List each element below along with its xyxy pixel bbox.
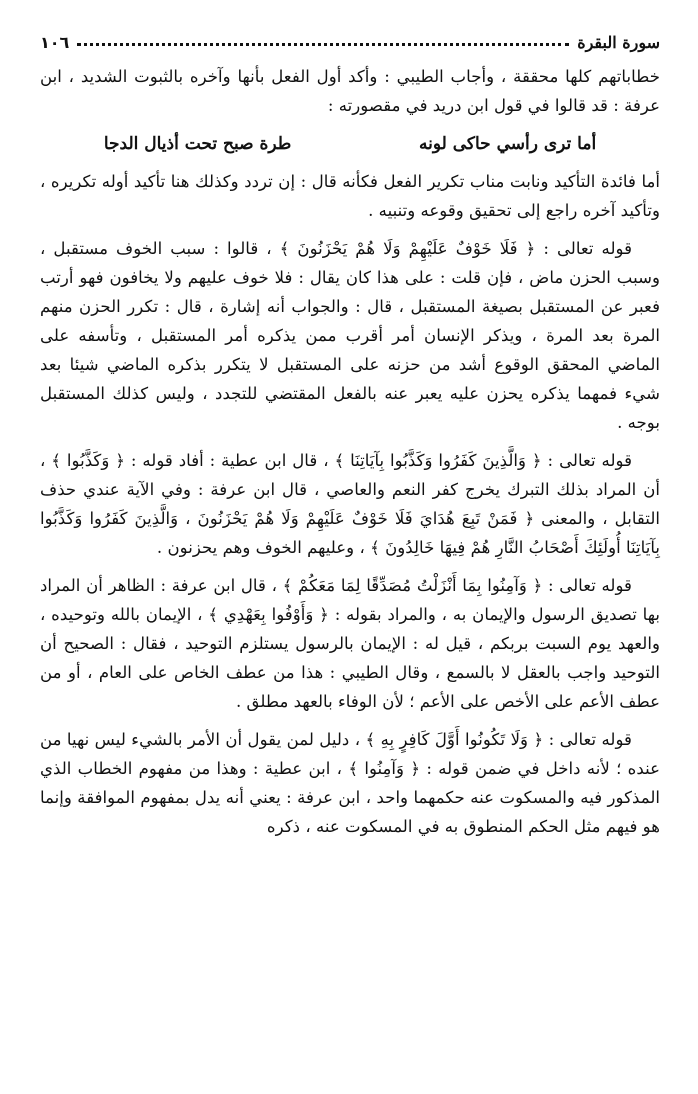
paragraph-first-disbeliever: قوله تعالى : ﴿ وَلَا تَكُونُوا أَوَّلَ كَافِرٍ بِهِ ﴾ ، دليل لمن يقول أن الأمر بالشيء ليس نهيا من عنده ؛ لأنه داخل في ضمن قوله : ﴿ وَآمِنُوا ﴾ ، ابن عطية : وهذا من مفهوم الخطاب الذي المذكور فيه والمسكوت عنه حكمهما واحد ، ابن عرفة : يعني أنه يدل بمفهوم الموافقة وإنما هو فيهم مثل الحكم المنطوق به في المسكوت عنه ، ذكره <box>40 730 660 836</box>
page-number: ١٠٦ <box>40 32 70 52</box>
paragraph-no-fear: قوله تعالى : ﴿ فَلَا خَوْفٌ عَلَيْهِمْ وَلَا هُمْ يَحْزَنُونَ ﴾ ، قالوا : سبب الخوف مستقبل ، وسبب الحزن ماض ، فإن قلت : على هذا كان يقال : فلا خوف عليهم ولا يخافون فهو أرتب فعبر عن المستقبل بصيغة المستقبل ، قال : والجواب أنه إشارة ، قال : تكرر الحزن منهم المرة بعد المرة ، ويذكر الإنسان أمر أقرب ممن يذكره أمر المستقبل ، وتأسفه على الماضي المحقق الوقوع أشد من حزنه على المستقبل لا يتكرر بذكره الماضي شيئا بعد شيء فمهما يذكره يحزن عليه يعبر عنه بالفعل المقتضي للتجدد ، وليس كذلك المستقبل بوجه . <box>40 239 660 432</box>
paragraph-disbelievers: قوله تعالى : ﴿ وَالَّذِينَ كَفَرُوا وَكَذَّبُوا بِآيَاتِنَا ﴾ ، قال ابن عطية : أفاد قوله : ﴿ وَكَذَّبُوا ﴾ ، أن المراد بذلك التبرك يخرج كفر النعم والعاصي ، قال ابن عرفة : وفي الآية عندي حذف التقابل ، والمعنى ﴿ فَمَنْ تَبِعَ هُدَايَ فَلَا خَوْفٌ عَلَيْهِمْ وَلَا هُمْ يَحْزَنُونَ ، وَالَّذِينَ كَفَرُوا وَكَذَّبُوا بِآيَاتِنَا أُولَئِكَ أَصْحَابُ النَّارِ هُمْ فِيهَا خَالِدُونَ ﴾ ، وعليهم الخوف وهم يحزنون . <box>40 451 660 557</box>
paragraph-intro: خطاباتهم كلها محققة ، وأجاب الطيبي : وأكد أول الفعل بأنها وآخره بالثبوت الشديد ، ابن عرفة : قد قالوا في قول ابن دريد في مقصورته : <box>40 67 660 115</box>
paragraph-emphasis: أما فائدة التأكيد ونابت مناب تكرير الفعل فكأنه قال : إن تردد وكذلك هنا تأكيد أوله تكريره ، وتأكيد آخره راجع إلى تحقيق وقوعه وتنبيه . <box>40 172 660 220</box>
book-page <box>40 28 660 841</box>
running-header <box>40 28 660 56</box>
verse-hemistich-left: طرة صبح تحت أذيال الدجا <box>103 134 292 154</box>
poetry-verse <box>40 130 660 159</box>
surah-title: سورة البقرة <box>577 32 660 52</box>
verse-hemistich-right: أما ترى رأسي حاكى لونه <box>418 134 597 154</box>
header-dotted-leader <box>77 43 569 46</box>
paragraph-believe: قوله تعالى : ﴿ وَآمِنُوا بِمَا أَنْزَلْتُ مُصَدِّقًا لِمَا مَعَكُمْ ﴾ ، قال ابن عرفة : الظاهر أن المراد بها تصديق الرسول والإيمان به ، والمراد بقوله : ﴿ وَأَوْفُوا بِعَهْدِي ﴾ ، الإيمان بالله وتوحيده ، والعهد يوم السبت بربكم ، قيل له : الإيمان بالرسول يستلزم التوحيد ، فقال : الصحيح أن التوحيد واجب بالعقل لا بالسمع ، وقال الطيبي : هذا من عطف الخاص على العام ، أو من عطف الأعم على الأخص على الأعم ؛ لأن الوفاء بالعهد مطلق . <box>40 576 660 711</box>
